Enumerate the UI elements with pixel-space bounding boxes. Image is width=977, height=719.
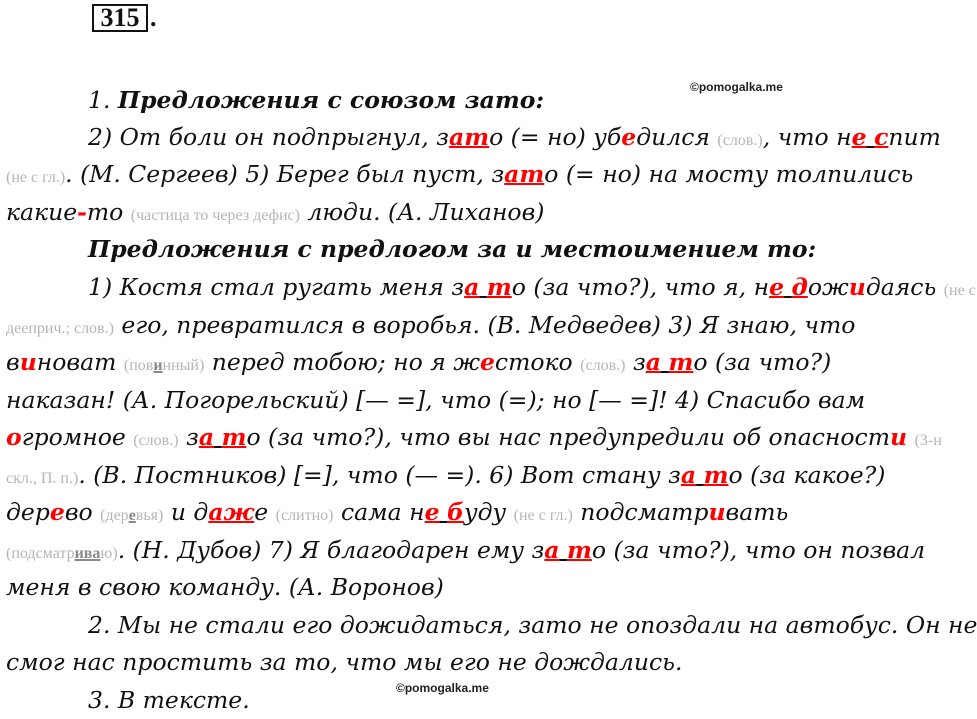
text: з [178, 423, 199, 451]
watermark-bottom: ©pomogalka.me [396, 681, 489, 695]
exercise-number: 315 [92, 4, 148, 32]
highlight: т [567, 536, 592, 564]
text: уду [464, 498, 514, 526]
note: дееприч.; слов.) [6, 320, 114, 337]
text: 2. Мы не стали его дожидаться, зато не опоздали на автобус. Он не [88, 611, 977, 639]
line-5 [88, 234, 816, 264]
highlight: д [791, 273, 808, 301]
note: (подсматр [6, 545, 75, 562]
note-highlight: и [153, 357, 163, 374]
text: 3. В тексте. [88, 686, 250, 714]
text: какие [6, 198, 78, 226]
text: ож [807, 273, 849, 301]
space [784, 273, 791, 301]
text: о (= но) на мосту толпились [544, 160, 914, 188]
text: и д [163, 498, 209, 526]
note: скл., П. п.) [6, 470, 79, 487]
highlight: б [447, 498, 465, 526]
text: наказан! (А. Погорельский) [— =], что (=); но [— =]! 4) Спасибо вам [6, 386, 866, 414]
line-16 [6, 647, 682, 677]
text: во [64, 498, 101, 526]
note: (пов [123, 357, 154, 374]
space [440, 498, 447, 526]
highlight: а [198, 423, 215, 451]
heading-conjunction: Предложения с союзом зато: [117, 86, 545, 114]
text: 2) От боли он подпрыгнул, з [88, 123, 449, 151]
text: о (за какое?) [728, 461, 886, 489]
text: дился [636, 123, 718, 151]
note: (3-н [914, 432, 942, 449]
text: новат [36, 348, 124, 376]
highlight: а [680, 461, 697, 489]
space [907, 423, 914, 451]
text: о (за что?), что вы нас предупредили об опасност [246, 423, 890, 451]
line-2 [88, 122, 941, 156]
text: стоко [494, 348, 581, 376]
highlight: аж [208, 498, 255, 526]
line-3 [6, 159, 913, 193]
note: (слов.) [133, 432, 179, 449]
highlight: е [479, 348, 495, 376]
note: вья) [135, 507, 164, 524]
text: дер [6, 498, 50, 526]
space [214, 423, 221, 451]
text: з [625, 348, 646, 376]
highlight: а [645, 348, 661, 376]
line-17 [88, 685, 250, 715]
text: громное [21, 423, 134, 451]
highlight: е [621, 123, 637, 151]
line-4 [6, 197, 544, 231]
note-highlight: ива [74, 545, 101, 562]
highlight: о [6, 423, 22, 451]
note: (слов.) [717, 132, 763, 149]
line-8 [6, 347, 831, 381]
highlight: е [769, 273, 785, 301]
highlight: т [703, 461, 729, 489]
text: . (Н. Дубов) 7) Я благодарен ему з [117, 536, 545, 564]
note: (не с [943, 282, 976, 299]
space [479, 273, 486, 301]
note: (не с гл.) [6, 169, 66, 186]
note: (дер [100, 507, 129, 524]
highlight: и [890, 423, 908, 451]
note: нный) [162, 357, 205, 374]
space [867, 123, 874, 151]
line-6 [88, 272, 976, 306]
line-1 [88, 85, 544, 115]
space [560, 536, 567, 564]
text: смог нас простить за то, что мы его не дождались. [6, 648, 683, 676]
highlight: - [77, 198, 87, 226]
text: . (В. Постников) [=], что (— =). 6) Вот стану з [78, 461, 681, 489]
heading-preposition: Предложения с предлогом за и местоимением то: [88, 235, 817, 263]
text: о (за что?) [693, 348, 832, 376]
text: подсматр [572, 498, 709, 526]
text: люди. (А. Лиханов) [299, 198, 545, 226]
highlight: ат [504, 160, 545, 188]
text: пит [888, 123, 941, 151]
highlight: и [848, 273, 866, 301]
text: даясь [865, 273, 944, 301]
note: ю) [100, 545, 118, 562]
line-9 [6, 385, 865, 415]
highlight: е [851, 123, 867, 151]
note: (частица то через дефис) [130, 207, 300, 224]
text: перед тобою; но я ж [204, 348, 480, 376]
highlight: а [544, 536, 560, 564]
text: е [254, 498, 276, 526]
highlight: т [486, 273, 512, 301]
line-11 [6, 460, 885, 494]
text: то [86, 198, 131, 226]
exercise-number-dot: . [150, 3, 157, 32]
line-15 [88, 610, 977, 640]
highlight: е [49, 498, 65, 526]
line-12 [6, 497, 788, 531]
highlight: ат [448, 123, 490, 151]
text: вать [725, 498, 789, 526]
text: . (М. Сергеев) 5) Берег был пуст, з [65, 160, 505, 188]
text: 1) Костя стал ругать меня з [88, 273, 465, 301]
text: о (= но) уб [489, 123, 622, 151]
text: о (за что?), что я, н [511, 273, 770, 301]
text: о (за что?), что он позвал [591, 536, 926, 564]
line-13 [6, 535, 925, 569]
highlight: а [464, 273, 480, 301]
highlight: и [19, 348, 37, 376]
text: 1. [88, 86, 118, 114]
text: в [6, 348, 20, 376]
highlight: т [668, 348, 694, 376]
space [696, 461, 703, 489]
note: (слитно) [275, 507, 334, 524]
highlight: с [874, 123, 889, 151]
line-10 [6, 422, 942, 456]
text: , что н [762, 123, 852, 151]
text: его, превратился в воробья. (В. Медведев) 3) Я знаю, что [113, 311, 856, 339]
note: (слов.) [580, 357, 626, 374]
text: сама н [333, 498, 425, 526]
text: меня в свою команду. (А. Воронов) [6, 573, 444, 601]
note-highlight: е [128, 507, 136, 524]
watermark-top: ©pomogalka.me [690, 80, 783, 94]
highlight: е [424, 498, 440, 526]
highlight: и [708, 498, 726, 526]
note: (не с гл.) [513, 507, 573, 524]
line-7 [6, 310, 855, 344]
highlight: т [221, 423, 247, 451]
line-14 [6, 572, 444, 602]
